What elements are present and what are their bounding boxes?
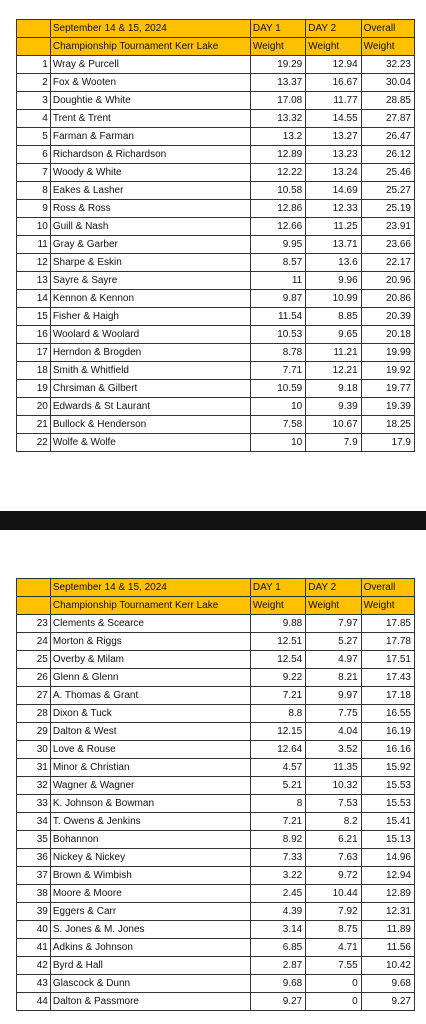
team-cell: Eakes & Lasher (50, 182, 250, 200)
table-row (17, 74, 415, 92)
day1-weight-cell: 13.2 (250, 128, 305, 146)
table-row (17, 849, 415, 867)
day1-weight-cell: 7.21 (250, 687, 305, 705)
team-cell: Smith & Whitfield (50, 362, 250, 380)
day2-weight-cell: 4.97 (306, 651, 361, 669)
overall-weight-cell: 17.51 (361, 651, 414, 669)
team-cell: Dalton & Passmore (50, 993, 250, 1011)
header-day2: DAY 2 (306, 579, 361, 597)
overall-weight-cell: 28.85 (361, 92, 414, 110)
day1-weight-cell: 3.22 (250, 867, 305, 885)
overall-weight-cell: 20.86 (361, 290, 414, 308)
day2-weight-cell: 7.92 (306, 903, 361, 921)
day2-weight-cell: 8.21 (306, 669, 361, 687)
overall-weight-cell: 11.89 (361, 921, 414, 939)
rank-cell: 11 (17, 236, 51, 254)
day2-weight-cell: 10.67 (306, 416, 361, 434)
rank-cell: 30 (17, 741, 51, 759)
table-row (17, 290, 415, 308)
day2-weight-cell: 7.9 (306, 434, 361, 452)
day1-weight-cell: 11 (250, 272, 305, 290)
table-row (17, 957, 415, 975)
rank-cell: 17 (17, 344, 51, 362)
results-table-bottom (16, 578, 415, 1011)
day1-weight-cell: 4.39 (250, 903, 305, 921)
team-cell: Wray & Purcell (50, 56, 250, 74)
day2-weight-cell: 7.53 (306, 795, 361, 813)
rank-cell: 43 (17, 975, 51, 993)
table-row (17, 146, 415, 164)
table-row (17, 903, 415, 921)
team-cell: Ross & Ross (50, 200, 250, 218)
day1-weight-cell: 7.71 (250, 362, 305, 380)
day1-weight-cell: 11.54 (250, 308, 305, 326)
day1-weight-cell: 12.54 (250, 651, 305, 669)
rank-cell: 27 (17, 687, 51, 705)
rank-cell: 5 (17, 128, 51, 146)
rank-cell: 7 (17, 164, 51, 182)
header-overall-weight: Weight (361, 38, 414, 56)
rank-cell: 4 (17, 110, 51, 128)
day1-weight-cell: 10.53 (250, 326, 305, 344)
day2-weight-cell: 10.44 (306, 885, 361, 903)
header-day2-weight: Weight (306, 597, 361, 615)
team-cell: Byrd & Hall (50, 957, 250, 975)
table-row (17, 615, 415, 633)
overall-weight-cell: 19.77 (361, 380, 414, 398)
team-cell: Edwards & St Laurant (50, 398, 250, 416)
overall-weight-cell: 19.39 (361, 398, 414, 416)
rank-cell: 8 (17, 182, 51, 200)
rank-cell: 22 (17, 434, 51, 452)
table-row (17, 254, 415, 272)
overall-weight-cell: 11.56 (361, 939, 414, 957)
overall-weight-cell: 12.89 (361, 885, 414, 903)
day2-weight-cell: 13.24 (306, 164, 361, 182)
day1-weight-cell: 9.68 (250, 975, 305, 993)
header-row (17, 579, 415, 597)
rank-cell: 13 (17, 272, 51, 290)
day2-weight-cell: 8.2 (306, 813, 361, 831)
header-overall: Overall (361, 579, 414, 597)
table-row (17, 741, 415, 759)
table-row (17, 813, 415, 831)
team-cell: Wagner & Wagner (50, 777, 250, 795)
table-row (17, 92, 415, 110)
rank-cell: 39 (17, 903, 51, 921)
day2-weight-cell: 9.18 (306, 380, 361, 398)
header-blank (17, 20, 51, 38)
overall-weight-cell: 25.27 (361, 182, 414, 200)
overall-weight-cell: 17.85 (361, 615, 414, 633)
overall-weight-cell: 15.53 (361, 777, 414, 795)
team-cell: Woolard & Woolard (50, 326, 250, 344)
overall-weight-cell: 23.66 (361, 236, 414, 254)
rank-cell: 37 (17, 867, 51, 885)
header-row (17, 38, 415, 56)
team-cell: Minor & Christian (50, 759, 250, 777)
day1-weight-cell: 13.37 (250, 74, 305, 92)
team-cell: Dixon & Tuck (50, 705, 250, 723)
team-cell: Guill & Nash (50, 218, 250, 236)
rank-cell: 36 (17, 849, 51, 867)
day2-weight-cell: 14.69 (306, 182, 361, 200)
day1-weight-cell: 7.33 (250, 849, 305, 867)
header-day1: DAY 1 (250, 579, 305, 597)
team-cell: K. Johnson & Bowman (50, 795, 250, 813)
day1-weight-cell: 9.88 (250, 615, 305, 633)
overall-weight-cell: 22.17 (361, 254, 414, 272)
overall-weight-cell: 16.55 (361, 705, 414, 723)
day1-weight-cell: 8.92 (250, 831, 305, 849)
team-cell: Chrsiman & Gilbert (50, 380, 250, 398)
day2-weight-cell: 8.75 (306, 921, 361, 939)
day1-weight-cell: 8 (250, 795, 305, 813)
day1-weight-cell: 12.51 (250, 633, 305, 651)
table-row (17, 723, 415, 741)
day1-weight-cell: 9.87 (250, 290, 305, 308)
team-cell: Bohannon (50, 831, 250, 849)
header-day2: DAY 2 (306, 20, 361, 38)
team-cell: Love & Rouse (50, 741, 250, 759)
table-row (17, 669, 415, 687)
team-cell: Sayre & Sayre (50, 272, 250, 290)
day2-weight-cell: 11.25 (306, 218, 361, 236)
team-cell: Doughtie & White (50, 92, 250, 110)
day2-weight-cell: 8.85 (306, 308, 361, 326)
overall-weight-cell: 23.91 (361, 218, 414, 236)
overall-weight-cell: 12.94 (361, 867, 414, 885)
overall-weight-cell: 19.92 (361, 362, 414, 380)
team-cell: Bullock & Henderson (50, 416, 250, 434)
table-row (17, 705, 415, 723)
table-row (17, 128, 415, 146)
day2-weight-cell: 12.94 (306, 56, 361, 74)
overall-weight-cell: 25.19 (361, 200, 414, 218)
rank-cell: 20 (17, 398, 51, 416)
results-table-top (16, 19, 415, 452)
overall-weight-cell: 17.43 (361, 669, 414, 687)
overall-weight-cell: 14.96 (361, 849, 414, 867)
rank-cell: 18 (17, 362, 51, 380)
team-cell: Fox & Wooten (50, 74, 250, 92)
table-row (17, 867, 415, 885)
overall-weight-cell: 16.16 (361, 741, 414, 759)
rank-cell: 40 (17, 921, 51, 939)
day2-weight-cell: 13.6 (306, 254, 361, 272)
day2-weight-cell: 9.72 (306, 867, 361, 885)
day2-weight-cell: 7.75 (306, 705, 361, 723)
rank-cell: 29 (17, 723, 51, 741)
rank-cell: 42 (17, 957, 51, 975)
header-date: September 14 & 15, 2024 (50, 579, 250, 597)
team-cell: Clements & Scearce (50, 615, 250, 633)
day2-weight-cell: 12.21 (306, 362, 361, 380)
rank-cell: 44 (17, 993, 51, 1011)
team-cell: Glascock & Dunn (50, 975, 250, 993)
team-cell: Dalton & West (50, 723, 250, 741)
table-row (17, 164, 415, 182)
day1-weight-cell: 6.85 (250, 939, 305, 957)
day2-weight-cell: 6.21 (306, 831, 361, 849)
rank-cell: 9 (17, 200, 51, 218)
day1-weight-cell: 2.45 (250, 885, 305, 903)
header-overall-weight: Weight (361, 597, 414, 615)
team-cell: Woody & White (50, 164, 250, 182)
day1-weight-cell: 17.08 (250, 92, 305, 110)
day2-weight-cell: 9.39 (306, 398, 361, 416)
rank-cell: 15 (17, 308, 51, 326)
overall-weight-cell: 17.9 (361, 434, 414, 452)
overall-weight-cell: 32.23 (361, 56, 414, 74)
overall-weight-cell: 10.42 (361, 957, 414, 975)
overall-weight-cell: 16.19 (361, 723, 414, 741)
team-cell: Fisher & Haigh (50, 308, 250, 326)
day2-weight-cell: 0 (306, 993, 361, 1011)
header-day1-weight: Weight (250, 597, 305, 615)
rank-cell: 12 (17, 254, 51, 272)
day1-weight-cell: 12.86 (250, 200, 305, 218)
team-cell: Wolfe & Wolfe (50, 434, 250, 452)
overall-weight-cell: 20.96 (361, 272, 414, 290)
header-row (17, 597, 415, 615)
overall-weight-cell: 25.46 (361, 164, 414, 182)
team-cell: A. Thomas & Grant (50, 687, 250, 705)
overall-weight-cell: 9.68 (361, 975, 414, 993)
team-cell: Overby & Milam (50, 651, 250, 669)
rank-cell: 2 (17, 74, 51, 92)
day2-weight-cell: 7.63 (306, 849, 361, 867)
day2-weight-cell: 11.21 (306, 344, 361, 362)
table-row (17, 218, 415, 236)
day1-weight-cell: 9.27 (250, 993, 305, 1011)
table-row (17, 344, 415, 362)
team-cell: Sharpe & Eskin (50, 254, 250, 272)
day1-weight-cell: 19.29 (250, 56, 305, 74)
overall-weight-cell: 17.18 (361, 687, 414, 705)
team-cell: Trent & Trent (50, 110, 250, 128)
table-row (17, 380, 415, 398)
day2-weight-cell: 3.52 (306, 741, 361, 759)
rank-cell: 41 (17, 939, 51, 957)
day1-weight-cell: 12.22 (250, 164, 305, 182)
day1-weight-cell: 10 (250, 434, 305, 452)
rank-cell: 3 (17, 92, 51, 110)
day2-weight-cell: 9.65 (306, 326, 361, 344)
overall-weight-cell: 20.18 (361, 326, 414, 344)
team-cell: Adkins & Johnson (50, 939, 250, 957)
day2-weight-cell: 10.99 (306, 290, 361, 308)
day2-weight-cell: 7.97 (306, 615, 361, 633)
rank-cell: 28 (17, 705, 51, 723)
day1-weight-cell: 12.89 (250, 146, 305, 164)
header-day1: DAY 1 (250, 20, 305, 38)
rank-cell: 32 (17, 777, 51, 795)
day1-weight-cell: 3.14 (250, 921, 305, 939)
team-cell: Richardson & Richardson (50, 146, 250, 164)
table-row (17, 362, 415, 380)
table-row (17, 110, 415, 128)
day2-weight-cell: 13.23 (306, 146, 361, 164)
table-row (17, 651, 415, 669)
overall-weight-cell: 26.12 (361, 146, 414, 164)
day2-weight-cell: 10.32 (306, 777, 361, 795)
day1-weight-cell: 10.59 (250, 380, 305, 398)
header-row (17, 20, 415, 38)
table-row (17, 326, 415, 344)
header-day2-weight: Weight (306, 38, 361, 56)
table-row (17, 398, 415, 416)
table-row (17, 633, 415, 651)
day2-weight-cell: 7.55 (306, 957, 361, 975)
overall-weight-cell: 15.41 (361, 813, 414, 831)
team-cell: Farman & Farman (50, 128, 250, 146)
overall-weight-cell: 15.53 (361, 795, 414, 813)
day1-weight-cell: 4.57 (250, 759, 305, 777)
table-row (17, 308, 415, 326)
team-cell: Gray & Garber (50, 236, 250, 254)
overall-weight-cell: 9.27 (361, 993, 414, 1011)
table-row (17, 236, 415, 254)
team-cell: Glenn & Glenn (50, 669, 250, 687)
overall-weight-cell: 19.99 (361, 344, 414, 362)
header-blank (17, 597, 51, 615)
day1-weight-cell: 10 (250, 398, 305, 416)
day1-weight-cell: 12.64 (250, 741, 305, 759)
day2-weight-cell: 4.71 (306, 939, 361, 957)
day1-weight-cell: 12.15 (250, 723, 305, 741)
header-blank (17, 38, 51, 56)
overall-weight-cell: 17.78 (361, 633, 414, 651)
day2-weight-cell: 13.27 (306, 128, 361, 146)
table-row (17, 416, 415, 434)
header-day1-weight: Weight (250, 38, 305, 56)
day2-weight-cell: 12.33 (306, 200, 361, 218)
rank-cell: 21 (17, 416, 51, 434)
rank-cell: 33 (17, 795, 51, 813)
rank-cell: 23 (17, 615, 51, 633)
black-divider-bar (0, 511, 426, 530)
rank-cell: 6 (17, 146, 51, 164)
rank-cell: 31 (17, 759, 51, 777)
day1-weight-cell: 12.66 (250, 218, 305, 236)
rank-cell: 10 (17, 218, 51, 236)
team-cell: Kennon & Kennon (50, 290, 250, 308)
table-row (17, 182, 415, 200)
table-row (17, 831, 415, 849)
table-row (17, 939, 415, 957)
overall-weight-cell: 20.39 (361, 308, 414, 326)
table-row (17, 687, 415, 705)
day1-weight-cell: 7.21 (250, 813, 305, 831)
day2-weight-cell: 13.71 (306, 236, 361, 254)
day2-weight-cell: 9.97 (306, 687, 361, 705)
team-cell: Moore & Moore (50, 885, 250, 903)
day2-weight-cell: 14.55 (306, 110, 361, 128)
rank-cell: 14 (17, 290, 51, 308)
day1-weight-cell: 8.8 (250, 705, 305, 723)
table-row (17, 200, 415, 218)
day1-weight-cell: 7.58 (250, 416, 305, 434)
team-cell: T. Owens & Jenkins (50, 813, 250, 831)
team-cell: Morton & Riggs (50, 633, 250, 651)
day1-weight-cell: 13.32 (250, 110, 305, 128)
table-row (17, 272, 415, 290)
day1-weight-cell: 5.21 (250, 777, 305, 795)
table-row (17, 921, 415, 939)
header-tournament: Championship Tournament Kerr Lake (50, 597, 250, 615)
day1-weight-cell: 9.22 (250, 669, 305, 687)
team-cell: S. Jones & M. Jones (50, 921, 250, 939)
overall-weight-cell: 15.13 (361, 831, 414, 849)
header-overall: Overall (361, 20, 414, 38)
rank-cell: 25 (17, 651, 51, 669)
overall-weight-cell: 15.92 (361, 759, 414, 777)
table-row (17, 759, 415, 777)
overall-weight-cell: 18.25 (361, 416, 414, 434)
day1-weight-cell: 8.57 (250, 254, 305, 272)
overall-weight-cell: 26.47 (361, 128, 414, 146)
table-row (17, 795, 415, 813)
day2-weight-cell: 16.67 (306, 74, 361, 92)
team-cell: Brown & Wimbish (50, 867, 250, 885)
team-cell: Eggers & Carr (50, 903, 250, 921)
rank-cell: 16 (17, 326, 51, 344)
table-row (17, 777, 415, 795)
table-row (17, 434, 415, 452)
day2-weight-cell: 5.27 (306, 633, 361, 651)
day1-weight-cell: 9.95 (250, 236, 305, 254)
day2-weight-cell: 4.04 (306, 723, 361, 741)
rank-cell: 26 (17, 669, 51, 687)
rank-cell: 35 (17, 831, 51, 849)
team-cell: Herndon & Brogden (50, 344, 250, 362)
overall-weight-cell: 27.87 (361, 110, 414, 128)
rank-cell: 24 (17, 633, 51, 651)
day2-weight-cell: 11.35 (306, 759, 361, 777)
day2-weight-cell: 9.96 (306, 272, 361, 290)
table-row (17, 885, 415, 903)
rank-cell: 19 (17, 380, 51, 398)
rank-cell: 34 (17, 813, 51, 831)
header-blank (17, 579, 51, 597)
header-date: September 14 & 15, 2024 (50, 20, 250, 38)
header-tournament: Championship Tournament Kerr Lake (50, 38, 250, 56)
overall-weight-cell: 30.04 (361, 74, 414, 92)
table-row (17, 975, 415, 993)
day1-weight-cell: 10.58 (250, 182, 305, 200)
day1-weight-cell: 2.87 (250, 957, 305, 975)
table-row (17, 993, 415, 1011)
day2-weight-cell: 11.77 (306, 92, 361, 110)
day1-weight-cell: 8.78 (250, 344, 305, 362)
rank-cell: 1 (17, 56, 51, 74)
table-row (17, 56, 415, 74)
day2-weight-cell: 0 (306, 975, 361, 993)
team-cell: Nickey & Nickey (50, 849, 250, 867)
overall-weight-cell: 12.31 (361, 903, 414, 921)
rank-cell: 38 (17, 885, 51, 903)
